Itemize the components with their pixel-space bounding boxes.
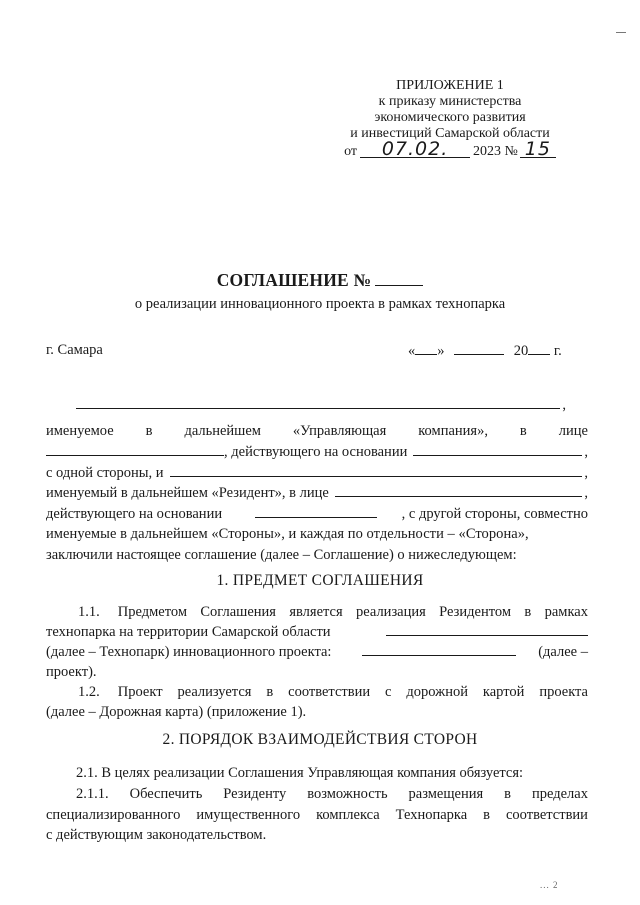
clause-2-1-1-line-1 (46, 785, 588, 803)
quote-open: « (408, 343, 416, 359)
word: в (504, 786, 511, 802)
clause-1-2-line-2: (далее – Дорожная карта) (приложение 1). (46, 704, 307, 720)
month-blank (454, 342, 504, 355)
title-text: СОГЛАШЕНИЕ № (216, 270, 372, 290)
clause-1-2-line-1 (46, 683, 588, 701)
word: размещения (408, 786, 484, 802)
clause-text: Предметом Соглашения является реализация Резидентом в рамках (117, 604, 588, 620)
clause-text: (далее – (538, 644, 588, 660)
clause-number: 1.1. (78, 604, 100, 620)
parties-line-8: заключили настоящее соглашение (далее – Соглашение) о нижеследующем: (46, 547, 517, 563)
appendix-line: к приказу министерства (378, 94, 522, 109)
date-placeholder (408, 342, 562, 360)
parties-line-6 (46, 505, 588, 523)
word: в (519, 423, 527, 439)
text: действующего на основании (46, 506, 223, 522)
company-name-blank (76, 396, 560, 409)
parties-line-2 (46, 422, 588, 440)
text: с одной стороны, и (46, 465, 164, 481)
clause-number: 1.2. (78, 684, 100, 700)
comma: , (584, 485, 588, 501)
word: специализированного (46, 807, 181, 823)
clause-2-1-1-line-3: с действующим законодательством. (46, 827, 267, 843)
year-blank (528, 342, 550, 355)
section-1-heading: 1. ПРЕДМЕТ СОГЛАШЕНИЯ (216, 572, 424, 589)
word: Резиденту (223, 786, 287, 802)
comma: , (584, 444, 588, 460)
word: возможность (307, 786, 388, 802)
resident-name-blank (170, 464, 583, 477)
quote-close: » (437, 343, 445, 359)
appendix-line: и инвестиций Самарской области (350, 126, 550, 141)
word: дальнейшем (184, 423, 261, 439)
place-label: г. Самара (46, 342, 103, 358)
basis-blank (413, 443, 582, 456)
parties-line-3 (46, 443, 588, 461)
clause-1-1-line-3 (46, 643, 588, 661)
date-prefix: от (344, 144, 358, 159)
appendix-block (330, 78, 570, 160)
clause-text: (далее – Технопарк) инновационного проекта: (46, 644, 332, 660)
resident-basis-blank (255, 505, 377, 518)
word: Обеспечить (129, 786, 203, 802)
section-2-heading: 2. ПОРЯДОК ВЗАИМОДЕЙСТВИЯ СТОРОН (162, 731, 478, 748)
text: , действующего на основании (224, 444, 408, 460)
handwritten-date: 07.02. (360, 142, 470, 158)
document-title (0, 270, 640, 291)
word: пределах (531, 786, 588, 802)
year-prefix: 20 (513, 343, 529, 359)
comma: , (562, 397, 566, 413)
appendix-title: ПРИЛОЖЕНИЕ 1 (396, 78, 504, 93)
word: имущественного (196, 807, 301, 823)
word: компания», (418, 423, 488, 439)
document-subtitle: о реализации инновационного проекта в рамках технопарка (134, 296, 506, 312)
representative-blank (46, 443, 224, 456)
corner-mark (616, 32, 626, 33)
word: 2.1.1. (76, 786, 109, 802)
day-blank (415, 342, 437, 355)
word: соответствии (506, 807, 588, 823)
scan-mark: ... 2 (540, 880, 559, 890)
word: комплекса (316, 807, 380, 823)
clause-2-1-1-line-2 (46, 806, 588, 824)
year-suffix: г. (553, 343, 562, 359)
clause-1-1-line-4: проект). (46, 664, 97, 680)
clause-2-1: 2.1. В целях реализации Соглашения Управляющая компания обязуется: (76, 765, 524, 781)
clause-1-1-line-2 (46, 623, 588, 641)
word: в (145, 423, 153, 439)
word: «Управляющая (292, 423, 387, 439)
handwritten-number: 15 (520, 142, 556, 158)
word: Технопарка (395, 807, 468, 823)
word: именуемое (46, 423, 114, 439)
technopark-blank (386, 623, 588, 636)
parties-line-5 (46, 484, 588, 502)
word: в (483, 807, 491, 823)
clause-1-1-line-1 (46, 603, 588, 621)
parties-line-7: именуемые в дальнейшем «Стороны», и каждая по отдельности – «Сторона», (46, 526, 529, 542)
clause-text: технопарка на территории Самарской области (46, 624, 331, 640)
comma: , (584, 465, 588, 481)
clause-text: Проект реализуется в соответствии с дорожной картой проекта (117, 684, 588, 700)
text: , с другой стороны, совместно (401, 506, 588, 522)
parties-line-4 (46, 464, 588, 482)
appendix-date-line (330, 138, 570, 160)
project-blank (362, 643, 516, 656)
resident-rep-blank (335, 484, 583, 497)
parties-line-1 (46, 396, 566, 414)
appendix-line: экономического развития (374, 110, 526, 125)
word: лице (558, 423, 588, 439)
number-blank (375, 271, 423, 286)
year-text: 2023 № (473, 144, 518, 159)
text: именуемый в дальнейшем «Резидент», в лице (46, 485, 329, 501)
